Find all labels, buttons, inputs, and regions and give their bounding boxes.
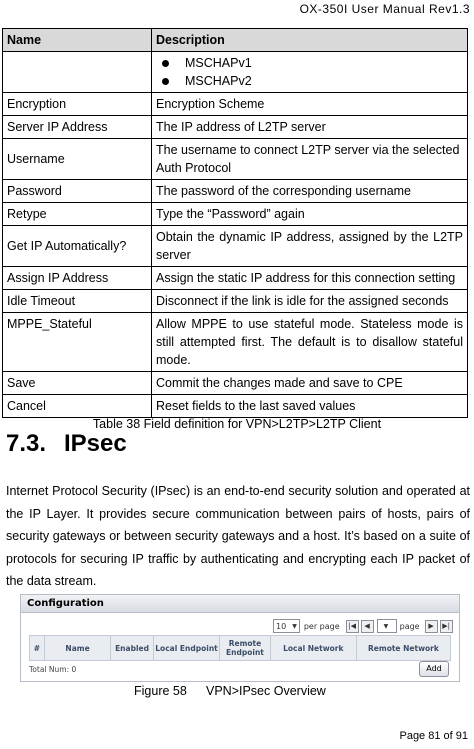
table-row (3, 395, 468, 418)
table-cell-description: Disconnect if the link is idle for the assigned seconds (152, 290, 468, 313)
table-cell-description: Encryption Scheme (152, 93, 468, 116)
table-cell-name: MPPE_Stateful (3, 313, 152, 372)
chevron-down-icon: ▼ (383, 622, 389, 630)
first-page-icon[interactable]: |◀ (346, 620, 359, 633)
section-number: 7.3. (6, 430, 47, 457)
page-label: page (399, 621, 420, 631)
table-cell-name: Save (3, 372, 152, 395)
column-header-remote-endpoint[interactable]: Remote Endpoint (220, 636, 271, 660)
table-cell-name: Idle Timeout (3, 290, 152, 313)
table-row (3, 313, 468, 372)
table-cell-description: The IP address of L2TP server (152, 116, 468, 139)
column-header-index[interactable]: # (30, 636, 45, 660)
column-header-remote-network[interactable]: Remote Network (368, 643, 439, 653)
field-definition-table (2, 28, 468, 418)
bullet-icon (162, 60, 169, 67)
document-header: OX-350I User Manual Rev1.3 (299, 2, 470, 16)
table-header-name: Name (3, 29, 152, 52)
table-cell-description: Obtain the dynamic IP address, assigned by the L2TP server (152, 226, 468, 267)
body-paragraph: Internet Protocol Security (IPsec) is an end-to-end security solution and operated at the IP Layer. It provides secure communication between pairs of hosts, pairs of security gateways or between security gateways and a host. It’s based on a suite of protocols for securing IP traffic by authenticating and encrypting each IP packet of the data stream. (6, 484, 470, 588)
total-count: Total Num: 0 (29, 665, 77, 674)
table-cell-name: Password (3, 180, 152, 203)
table-row (3, 52, 468, 93)
per-page-select[interactable]: 10 ▼ (273, 619, 300, 633)
table-cell-name (3, 52, 152, 93)
table-row (3, 267, 468, 290)
table-header-description: Description (152, 29, 468, 52)
bullet-icon (162, 78, 169, 85)
table-cell-description: Commit the changes made and save to CPE (152, 372, 468, 395)
table-cell-name: Server IP Address (3, 116, 152, 139)
column-header-local-endpoint[interactable]: Local Endpoint (154, 636, 220, 660)
page-select[interactable] (377, 619, 397, 633)
table-header-row (3, 29, 468, 52)
pagination-controls (273, 619, 453, 633)
table-row (3, 116, 468, 139)
add-button[interactable]: Add (419, 661, 449, 677)
page-number: Page 81 of 91 (399, 730, 468, 742)
table-cell-name: Retype (3, 203, 152, 226)
table-caption: Table 38 Field definition for VPN>L2TP>L2TP Client (92, 417, 382, 431)
column-header-name[interactable]: Name (45, 636, 111, 660)
table-cell-description (152, 52, 468, 93)
table-cell-description: Type the “Password” again (152, 203, 468, 226)
figure-label: Figure 58 (134, 684, 187, 698)
column-header-enabled[interactable]: Enabled (111, 636, 154, 660)
list-item: MSCHAPv2 (156, 72, 463, 90)
next-page-icon[interactable]: ▶ (425, 620, 438, 633)
table-cell-description: Assign the static IP address for this connection setting (152, 267, 468, 290)
table-row (3, 372, 468, 395)
table-cell-name: Username (3, 139, 152, 180)
table-cell-description: Allow MPPE to use stateful mode. Stateless mode is still attempted first. The default is to disallow stateful mode. (152, 313, 468, 372)
table-cell-name: Encryption (3, 93, 152, 116)
table-cell-description: The password of the corresponding username (152, 180, 468, 203)
table-cell-name: Assign IP Address (3, 267, 152, 290)
table-row (3, 226, 468, 267)
table-row (3, 139, 468, 180)
table-row (3, 93, 468, 116)
table-column-headers (29, 635, 451, 661)
table-cell-description: Reset fields to the last saved values (152, 395, 468, 418)
prev-page-icon[interactable]: ◀ (361, 620, 374, 633)
table-row (3, 203, 468, 226)
configuration-panel (20, 594, 460, 682)
table-cell-description: The username to connect L2TP server via the selected Auth Protocol (152, 139, 468, 180)
table-cell-name: Cancel (3, 395, 152, 418)
table-cell-name: Get IP Automatically? (3, 226, 152, 267)
list-item: MSCHAPv1 (156, 54, 463, 72)
figure-text: VPN>IPsec Overview (206, 684, 326, 698)
column-header-local-network[interactable]: Local Network (271, 636, 357, 660)
per-page-label: per page (303, 621, 340, 631)
table-row (3, 290, 468, 313)
panel-title: Configuration (21, 595, 459, 613)
last-page-icon[interactable]: ▶| (440, 620, 453, 633)
section-heading (6, 430, 127, 458)
section-title: IPsec (64, 430, 127, 457)
chevron-down-icon: ▼ (292, 622, 297, 630)
table-row (3, 180, 468, 203)
figure-caption (134, 684, 326, 698)
